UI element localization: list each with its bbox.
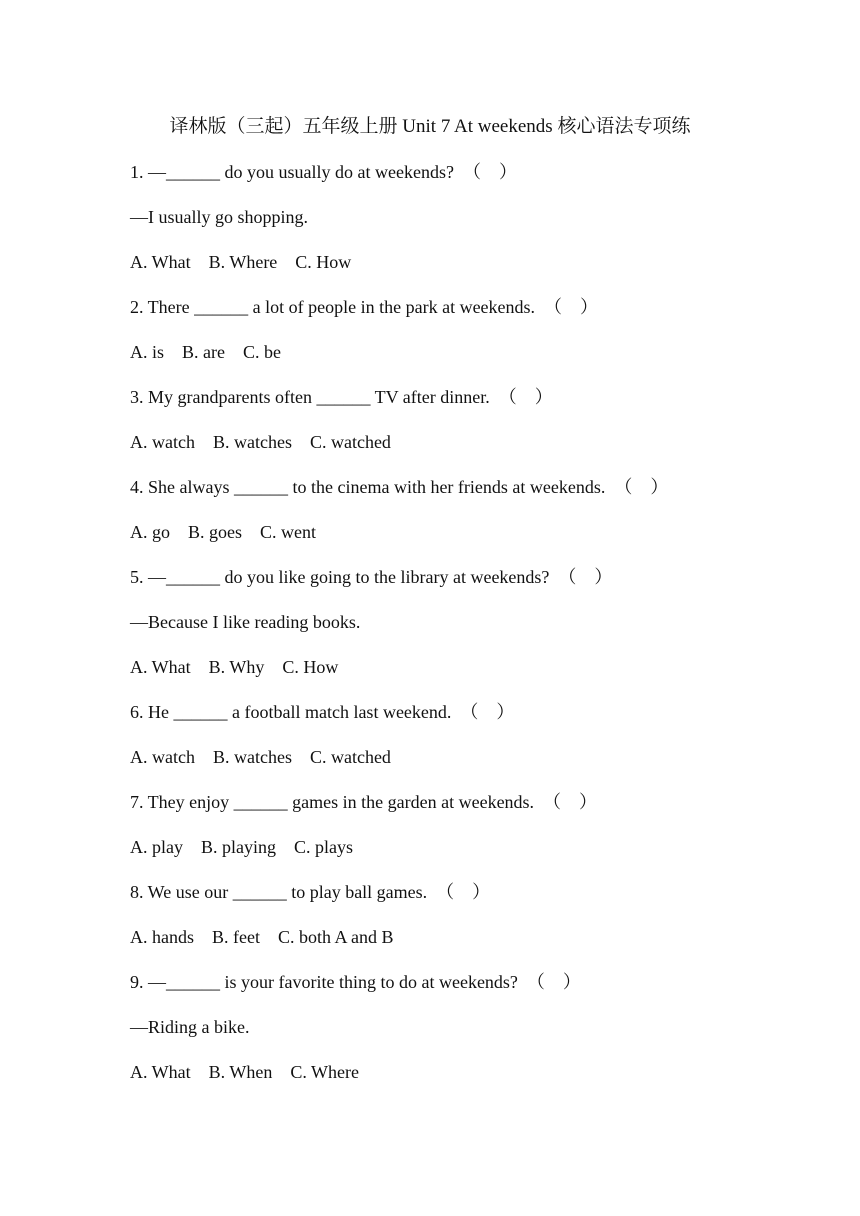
- question-6-options: A. watch B. watches C. watched: [130, 747, 391, 767]
- question-6-stem: 6. He ______ a football match last weekend. （ ）: [130, 702, 515, 722]
- question-1-answer-line: —I usually go shopping.: [130, 207, 308, 227]
- question-9-answer-line: —Riding a bike.: [130, 1017, 250, 1037]
- question-5-answer-line: —Because I like reading books.: [130, 612, 361, 632]
- question-7-stem: 7. They enjoy ______ games in the garden at weekends. （ ）: [130, 792, 598, 812]
- question-9-options: A. What B. When C. Where: [130, 1062, 359, 1082]
- question-4-stem: 4. She always ______ to the cinema with her friends at weekends. （ ）: [130, 477, 669, 497]
- question-5-options: A. What B. Why C. How: [130, 657, 339, 677]
- question-1-options: A. What B. Where C. How: [130, 252, 352, 272]
- question-4-options: A. go B. goes C. went: [130, 522, 316, 542]
- worksheet-title: 译林版（三起）五年级上册 Unit 7 At weekends 核心语法专项练: [169, 116, 691, 137]
- question-5-stem: 5. —______ do you like going to the library at weekends? （ ）: [130, 567, 613, 587]
- question-8-options: A. hands B. feet C. both A and B: [130, 927, 394, 947]
- question-9-stem: 9. —______ is your favorite thing to do at weekends? （ ）: [130, 972, 581, 992]
- question-1-stem: 1. —______ do you usually do at weekends? （ ）: [130, 162, 517, 182]
- question-8-stem: 8. We use our ______ to play ball games. （ ）: [130, 882, 491, 902]
- question-3-options: A. watch B. watches C. watched: [130, 432, 391, 452]
- question-3-stem: 3. My grandparents often ______ TV after dinner. （ ）: [130, 387, 553, 407]
- question-7-options: A. play B. playing C. plays: [130, 837, 353, 857]
- question-2-options: A. is B. are C. be: [130, 342, 281, 362]
- question-2-stem: 2. There ______ a lot of people in the park at weekends. （ ）: [130, 297, 599, 317]
